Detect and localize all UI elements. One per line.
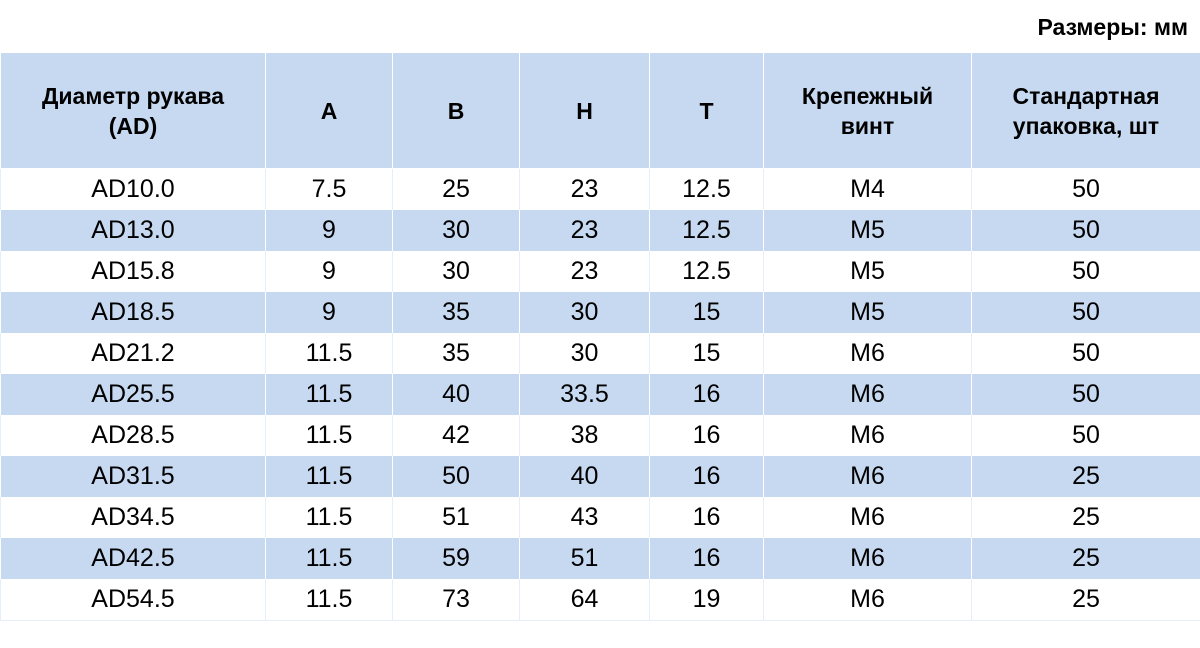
table-row	[1, 415, 1200, 456]
cell-t: 16	[650, 538, 764, 579]
header-h: H	[520, 53, 650, 169]
cell-hose-diameter: AD25.5	[1, 374, 266, 415]
cell-a: 11.5	[266, 456, 393, 497]
cell-a: 11.5	[266, 579, 393, 621]
cell-t: 16	[650, 456, 764, 497]
cell-a: 7.5	[266, 169, 393, 211]
cell-h: 38	[520, 415, 650, 456]
cell-b: 50	[393, 456, 520, 497]
cell-hose-diameter: AD21.2	[1, 333, 266, 374]
cell-standard-package: 25	[972, 497, 1200, 538]
units-label: Размеры: мм	[1037, 14, 1188, 40]
cell-standard-package: 50	[972, 251, 1200, 292]
cell-t: 16	[650, 497, 764, 538]
cell-a: 11.5	[266, 415, 393, 456]
cell-standard-package: 50	[972, 415, 1200, 456]
cell-hose-diameter: AD42.5	[1, 538, 266, 579]
table-row	[1, 456, 1200, 497]
cell-h: 43	[520, 497, 650, 538]
cell-fastening-screw: M6	[764, 415, 972, 456]
cell-fastening-screw: M4	[764, 169, 972, 211]
cell-standard-package: 50	[972, 210, 1200, 251]
cell-b: 35	[393, 292, 520, 333]
table-header	[1, 53, 1200, 169]
header-row	[1, 53, 1200, 169]
header-a: A	[266, 53, 393, 169]
table-row	[1, 292, 1200, 333]
cell-t: 15	[650, 333, 764, 374]
cell-a: 9	[266, 292, 393, 333]
cell-h: 30	[520, 292, 650, 333]
cell-h: 23	[520, 251, 650, 292]
cell-a: 11.5	[266, 374, 393, 415]
cell-hose-diameter: AD34.5	[1, 497, 266, 538]
cell-a: 11.5	[266, 538, 393, 579]
cell-standard-package: 50	[972, 292, 1200, 333]
cell-hose-diameter: AD31.5	[1, 456, 266, 497]
cell-hose-diameter: AD13.0	[1, 210, 266, 251]
cell-a: 11.5	[266, 497, 393, 538]
header-fastening-screw: Крепежный винт	[764, 53, 972, 169]
cell-b: 51	[393, 497, 520, 538]
cell-hose-diameter: AD15.8	[1, 251, 266, 292]
cell-h: 33.5	[520, 374, 650, 415]
cell-t: 16	[650, 415, 764, 456]
cell-b: 30	[393, 251, 520, 292]
cell-h: 64	[520, 579, 650, 621]
cell-t: 12.5	[650, 210, 764, 251]
cell-b: 30	[393, 210, 520, 251]
specification-table	[0, 53, 1200, 621]
table-row	[1, 169, 1200, 211]
table-body	[1, 169, 1200, 621]
cell-t: 15	[650, 292, 764, 333]
cell-t: 16	[650, 374, 764, 415]
cell-standard-package: 25	[972, 538, 1200, 579]
cell-t: 12.5	[650, 169, 764, 211]
cell-h: 23	[520, 210, 650, 251]
cell-a: 9	[266, 251, 393, 292]
cell-hose-diameter: AD54.5	[1, 579, 266, 621]
cell-h: 30	[520, 333, 650, 374]
cell-fastening-screw: M6	[764, 374, 972, 415]
cell-standard-package: 25	[972, 456, 1200, 497]
cell-standard-package: 50	[972, 333, 1200, 374]
cell-standard-package: 50	[972, 169, 1200, 211]
cell-h: 23	[520, 169, 650, 211]
cell-hose-diameter: AD28.5	[1, 415, 266, 456]
cell-hose-diameter: AD18.5	[1, 292, 266, 333]
cell-t: 19	[650, 579, 764, 621]
cell-b: 35	[393, 333, 520, 374]
cell-fastening-screw: M5	[764, 292, 972, 333]
table-row	[1, 374, 1200, 415]
cell-fastening-screw: M5	[764, 251, 972, 292]
cell-b: 25	[393, 169, 520, 211]
header-standard-package: Стандартная упаковка, шт	[972, 53, 1200, 169]
table-row	[1, 210, 1200, 251]
cell-t: 12.5	[650, 251, 764, 292]
cell-fastening-screw: M6	[764, 497, 972, 538]
cell-a: 11.5	[266, 333, 393, 374]
cell-h: 40	[520, 456, 650, 497]
cell-a: 9	[266, 210, 393, 251]
table-row	[1, 579, 1200, 621]
cell-b: 42	[393, 415, 520, 456]
cell-b: 40	[393, 374, 520, 415]
cell-fastening-screw: M6	[764, 538, 972, 579]
header-b: B	[393, 53, 520, 169]
cell-fastening-screw: M5	[764, 210, 972, 251]
cell-standard-package: 50	[972, 374, 1200, 415]
cell-fastening-screw: M6	[764, 456, 972, 497]
header-hose-diameter: Диаметр рукава (AD)	[1, 53, 266, 169]
cell-fastening-screw: M6	[764, 333, 972, 374]
header-t: T	[650, 53, 764, 169]
table-row	[1, 538, 1200, 579]
cell-h: 51	[520, 538, 650, 579]
cell-b: 59	[393, 538, 520, 579]
cell-b: 73	[393, 579, 520, 621]
cell-standard-package: 25	[972, 579, 1200, 621]
cell-fastening-screw: M6	[764, 579, 972, 621]
table-row	[1, 497, 1200, 538]
cell-hose-diameter: AD10.0	[1, 169, 266, 211]
table-row	[1, 251, 1200, 292]
table-row	[1, 333, 1200, 374]
